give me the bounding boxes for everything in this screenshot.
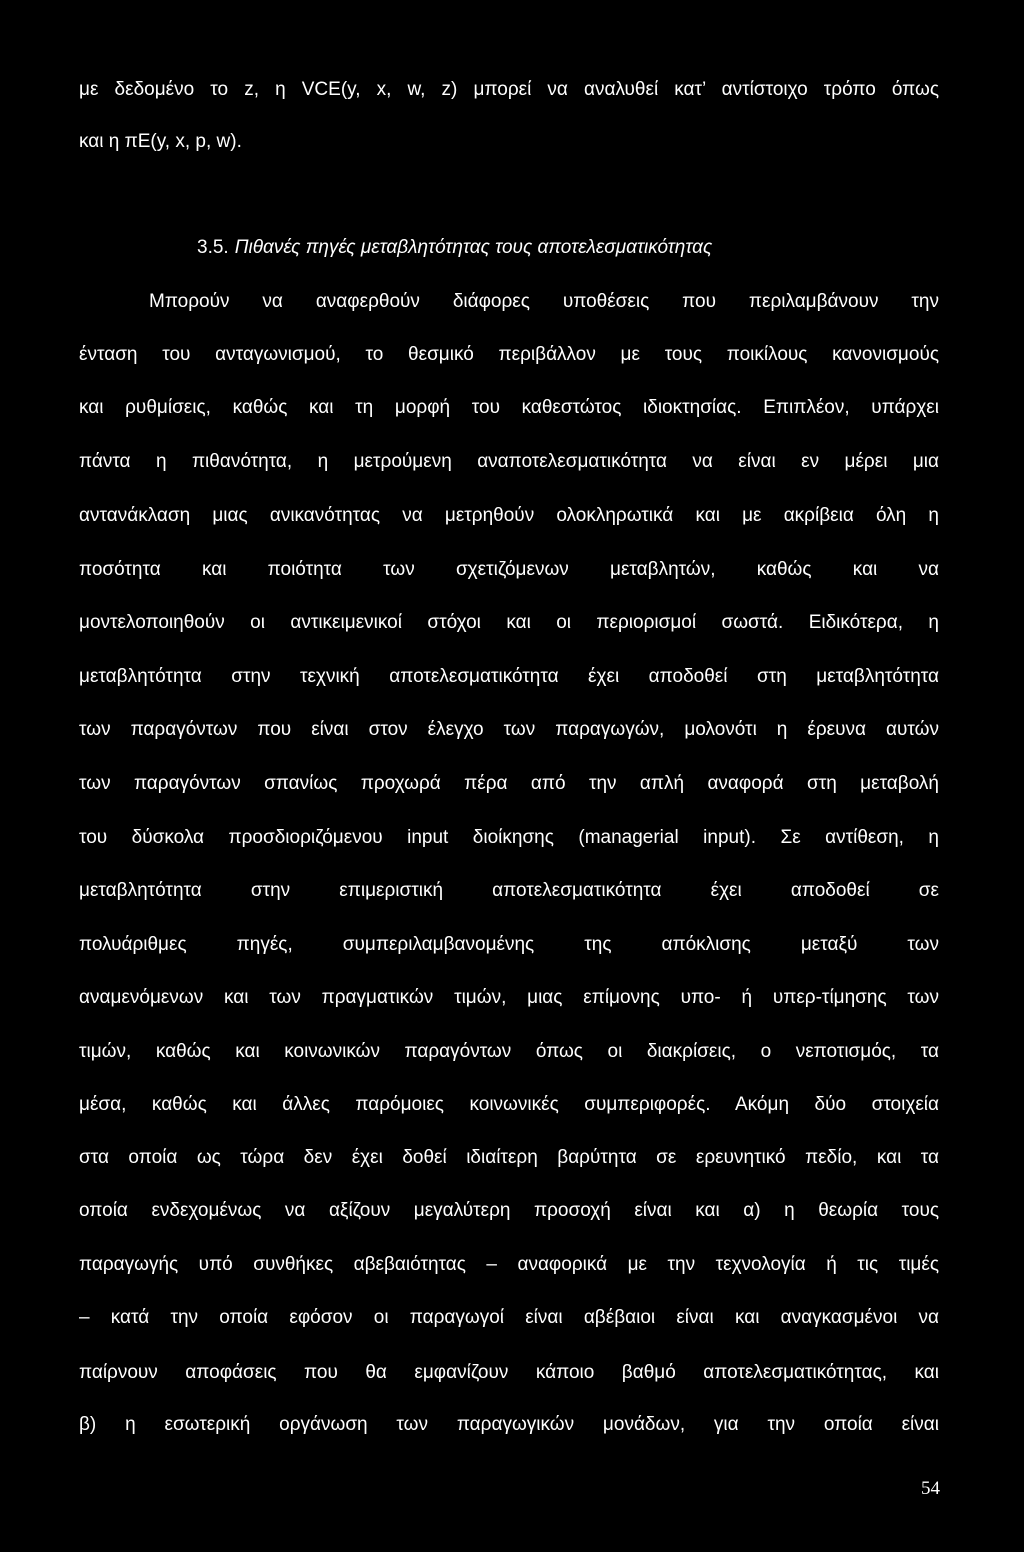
body-line: αναμενόμενων και των πραγματικών τιμών, μιας επίμονης υπο- ή υπερ-τίμησης των	[79, 987, 939, 1008]
body-line: μέσα, καθώς και άλλες παρόμοιες κοινωνικές συμπεριφορές. Ακόμη δύο στοιχεία	[79, 1094, 939, 1115]
section-heading	[197, 236, 939, 260]
body-line: μεταβλητότητα στην τεχνική αποτελεσματικότητα έχει αποδοθεί στη μεταβλητότητα	[79, 666, 939, 687]
intro-line-2: και η πE(y, x, p, w).	[79, 131, 242, 152]
body-line: β) η εσωτερική οργάνωση των παραγωγικών μονάδων, για την οποία είναι	[79, 1414, 939, 1435]
body-line: ένταση του ανταγωνισμού, το θεσμικό περιβάλλον με τους ποικίλους κανονισμούς	[79, 344, 939, 365]
section-title: Πιθανές πηγές μεταβλητότητας τους αποτελεσματικότητας	[234, 237, 713, 258]
section-number: 3.5.	[197, 237, 229, 258]
body-line: αντανάκλαση μιας ανικανότητας να μετρηθούν ολοκληρωτικά και με ακρίβεια όλη η	[79, 505, 939, 526]
body-line: μοντελοποιηθούν οι αντικειμενικοί στόχοι και οι περιορισμοί σωστά. Ειδικότερα, η	[79, 612, 939, 633]
body-line: – κατά την οποία εφόσον οι παραγωγοί είναι αβέβαιοι είναι και αναγκασμένοι να	[79, 1307, 939, 1328]
body-line: μεταβλητότητα στην επιμεριστική αποτελεσματικότητα έχει αποδοθεί σε	[79, 880, 939, 901]
body-line: των παραγόντων που είναι στον έλεγχο των παραγωγών, μολονότι η έρευνα αυτών	[79, 719, 939, 740]
body-line: Μπορούν να αναφερθούν διάφορες υποθέσεις που περιλαμβάνουν την	[149, 291, 939, 312]
body-line: οποία ενδεχομένως να αξίζουν μεγαλύτερη προσοχή είναι και α) η θεωρία τους	[79, 1200, 939, 1221]
body-line: των παραγόντων σπανίως προχωρά πέρα από την απλή αναφορά στη μεταβολή	[79, 773, 939, 794]
body-line: παραγωγής υπό συνθήκες αβεβαιότητας – αναφορικά με την τεχνολογία ή τις τιμές	[79, 1254, 939, 1275]
body-line: ποσότητα και ποιότητα των σχετιζόμενων μεταβλητών, καθώς και να	[79, 559, 939, 580]
body-line: τιμών, καθώς και κοινωνικών παραγόντων όπως οι διακρίσεις, ο νεποτισμός, τα	[79, 1041, 939, 1062]
body-line: στα οποία ως τώρα δεν έχει δοθεί ιδιαίτερη βαρύτητα σε ερευνητικό πεδίο, και τα	[79, 1147, 939, 1168]
page-number: 54	[921, 1478, 940, 1499]
body-line: του δύσκολα προσδιοριζόμενου input διοίκησης (managerial input). Σε αντίθεση, η	[79, 827, 939, 848]
intro-line-1: με δεδομένο το z, η VCE(y, x, w, z) μπορεί να αναλυθεί κατ’ αντίστοιχο τρόπο όπως	[79, 79, 939, 100]
body-line: πολυάριθμες πηγές, συμπεριλαμβανομένης της απόκλισης μεταξύ των	[79, 934, 939, 955]
body-line: παίρνουν αποφάσεις που θα εμφανίζουν κάποιο βαθμό αποτελεσματικότητας, και	[79, 1362, 939, 1383]
body-line: και ρυθμίσεις, καθώς και τη μορφή του καθεστώτος ιδιοκτησίας. Επιπλέον, υπάρχει	[79, 397, 939, 418]
body-line: πάντα η πιθανότητα, η μετρούμενη αναποτελεσματικότητα να είναι εν μέρει μια	[79, 451, 939, 472]
